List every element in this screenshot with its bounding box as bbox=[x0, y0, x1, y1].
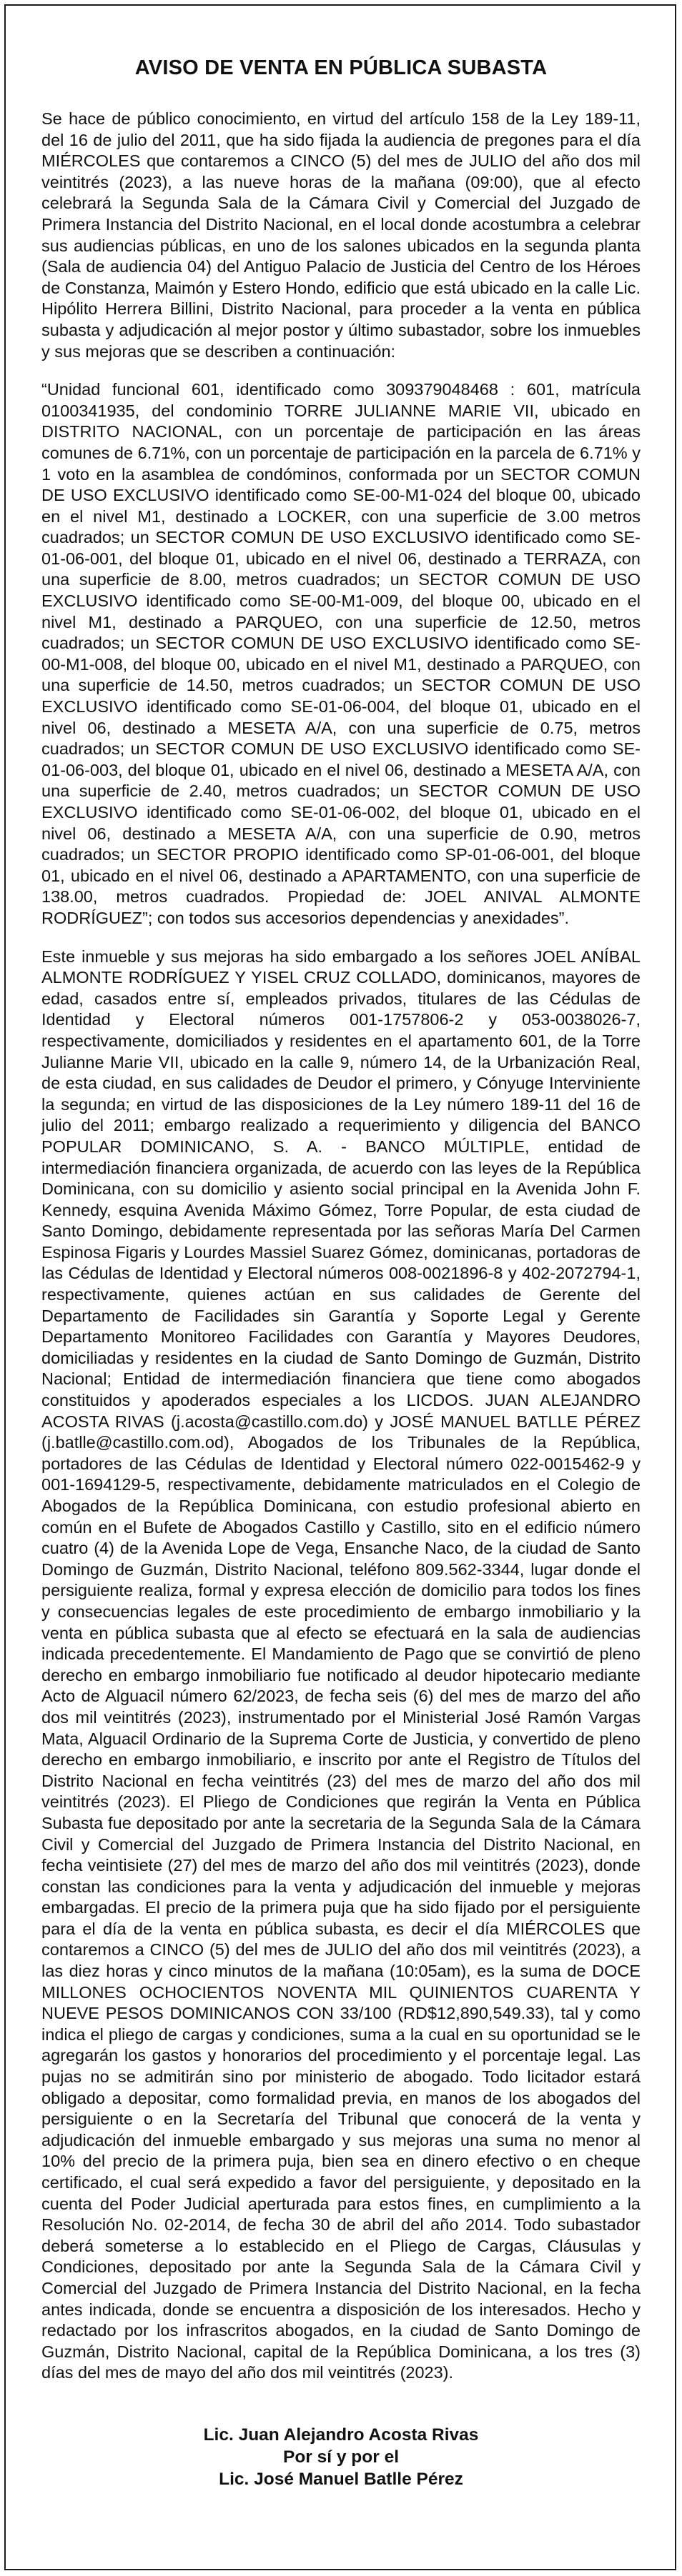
signature-line-primary-lawyer: Lic. Juan Alejandro Acosta Rivas bbox=[203, 2425, 479, 2445]
hearing-announcement-paragraph: Se hace de público conocimiento, en virtud del artículo 158 de la Ley 189-11, del 16 de julio del 2011, que ha sido fijada la audiencia de pregones para el día MIÉRCOLES que contaremos a CINCO (5) del mes de JULIO del año dos mil veintitrés (2023), a las nueve horas de la mañana (09:00), que al efecto celebrará la Segunda Sala de la Cámara Civil y Comercial del Juzgado de Primera Instancia del Distrito Nacional, en el local donde acostumbra a celebrar sus audiencias públicas, en uno de los salones ubicados en la segunda planta (Sala de audiencia 04) del Antiguo Palacio de Justicia del Centro de los Héroes de Constanza, Maimón y Estero Hondo, edificio que está ubicado en la calle Lic. Hipólito Herrera Billini, Distrito Nacional, para proceder a la venta en pública subasta y adjudicación al mejor postor y último subastador, sobre los inmuebles y sus mejoras que se describen a continuación: bbox=[41, 109, 641, 361]
signature-line-secondary-lawyer: Lic. José Manuel Batlle Pérez bbox=[219, 2469, 463, 2489]
signature-line-on-behalf: Por sí y por el bbox=[282, 2447, 400, 2467]
notice-body bbox=[41, 56, 641, 2490]
seizure-details-paragraph: Este inmueble y sus mejoras ha sido embargado a los señores JOEL ANÍBAL ALMONTE RODRÍGUEZ Y YISEL CRUZ COLLADO, dominicanos, mayores de edad, casados entre sí, empleados privados, titulares de las Cédulas de Identidad y Electoral números 001-1757806-2 y 053-0038026-7, respectivamente, domiciliados y residentes en el apartamento 601, de la Torre Julianne Marie VII, ubicado en la calle 9, número 14, de la Urbanización Real, de esta ciudad, en sus calidades de Deudor el primero, y Cónyuge Interviniente la segunda; en virtud de las disposiciones de la Ley número 189-11 del 16 de julio del 2011; embargo realizado a requerimiento y diligencia del BANCO POPULAR DOMINICANO, S. A. - BANCO MÚLTIPLE, entidad de intermediación financiera organizada, de acuerdo con las leyes de la República Dominicana, con su domicilio y asiento social principal en la Avenida John F. Kennedy, esquina Avenida Máximo Gómez, Torre Popular, de esta ciudad de Santo Domingo, debidamente representada por las señoras María Del Carmen Espinosa Figaris y Lourdes Massiel Suarez Gómez, dominicanas, portadoras de las Cédulas de Identidad y Electoral números 008-0021896-8 y 402-2072794-1, respectivamente, quienes actúan en sus calidades de Gerente del Departamento de Facilidades sin Garantía y Soporte Legal y Gerente Departamento Monitoreo Facilidades con Garantía y Mayores Deudores, domiciliadas y residentes en la ciudad de Santo Domingo de Guzmán, Distrito Nacional; Entidad de intermediación financiera que tiene como abogados constituidos y apoderados especiales a los LICDOS. JUAN ALEJANDRO ACOSTA RIVAS (j.acosta@castillo.com.do) y JOSÉ MANUEL BATLLE PÉREZ (j.batlle@castillo.com.od), Abogados de los Tribunales de la República, portadores de las Cédulas de Identidad y Electoral número 022-0015462-9 y 001-1694129-5, respectivamente, debidamente matriculados en el Colegio de Abogados de la República Dominicana, con estudio profesional abierto en común en el Bufete de Abogados Castillo y Castillo, sito en el edificio número cuatro (4) de la Avenida Lope de Vega, Ensanche Naco, de la ciudad de Santo Domingo de Guzmán, Distrito Nacional, teléfono 809.562-3344, lugar donde el persiguiente realiza, formal y expresa elección de domicilio para todos los fines y consecuencias legales de este procedimiento de embargo inmobiliario y la venta en pública subasta que al efecto se efectuará en la sala de audiencias indicada precedentemente. El Mandamiento de Pago que se convirtió de pleno derecho en embargo inmobiliario fue notificado al deudor hipotecario mediante Acto de Alguacil número 62/2023, de fecha seis (6) del mes de marzo del año dos mil veintitrés (2023), instrumentado por el Ministerial José Ramón Vargas Mata, Alguacil Ordinario de la Suprema Corte de Justicia, y convertido de pleno derecho en embargo inmobiliario, e inscrito por ante el Registro de Títulos del Distrito Nacional en fecha veintitrés (23) del mes de marzo del año dos mil veintitrés (2023). El Pliego de Condiciones que regirán la Venta en Pública Subasta fue depositado por ante la secretaria de la Segunda Sala de la Cámara Civil y Comercial del Juzgado de Primera Instancia del Distrito Nacional, en fecha veintisiete (27) del mes de marzo del año dos mil veintitrés (2023), donde constan las condiciones para la venta y adjudicación del inmueble y mejoras embargadas. El precio de la primera puja que ha sido fijado por el persiguiente para el día de la venta en pública subasta, es decir el día MIÉRCOLES que contaremos a CINCO (5) del mes de JULIO del año dos mil veintitrés (2023), a las diez horas y cinco minutos de la mañana (10:05am), es la suma de DOCE MILLONES OCHOCIENTOS NOVENTA MIL QUINIENTOS CUARENTA Y NUEVE PESOS DOMINICANOS CON 33/100 (RD$12,890,549.33), tal y como indica el pliego de cargas y condiciones, suma a la cual en su oportunidad se le agregarán los gastos y honorarios del procedimiento y el porcentaje legal. Las pujas no se admitirán sino por ministerio de abogado. Todo licitador estará obligado a depositar, como formalidad previa, en manos de los abogados del persiguiente o en la Secretaría del Tribunal que conocerá de la venta y adjudicación del inmueble embargado y sus mejoras una suma no menor al 10% del precio de la primera puja, bien sea en dinero efectivo o en cheque certificado, el cual será expedido a favor del persiguiente, y depositado en la cuenta del Poder Judicial aperturada para estos fines, en cumplimiento a la Resolución No. 02-2014, de fecha 30 de abril del año 2014. Todo subastador deberá someterse a lo establecido en el Pliego de Cargas, Cláusulas y Condiciones, depositado por ante la Segunda Sala de la Cámara Civil y Comercial del Juzgado de Primera Instancia del Distrito Nacional, en la fecha antes indicada, donde se encuentra a disposición de los interesados. Hecho y redactado por los infrascritos abogados, en la ciudad de Santo Domingo de Guzmán, Distrito Nacional, capital de la República Dominicana, a los tres (3) días del mes de mayo del año dos mil veintitrés (2023). bbox=[41, 947, 641, 2382]
notice-title: AVISO DE VENTA EN PÚBLICA SUBASTA bbox=[134, 56, 548, 79]
signature-block bbox=[41, 2424, 641, 2490]
property-description-paragraph: “Unidad funcional 601, identificado como 309379048468 : 601, matrícula 0100341935, del condominio TORRE JULIANNE MARIE VII, ubicado en DISTRITO NACIONAL, con un porcentaje de participación en las áreas comunes de 6.71%, con un porcentaje de participación en la parcela de 6.71% y 1 voto en la asamblea de condóminos, conformada por un SECTOR COMUN DE USO EXCLUSIVO identificado como SE-00-M1-024 del bloque 00, ubicado en el nivel M1, destinado a LOCKER, con una superficie de 3.00 metros cuadrados; un SECTOR COMUN DE USO EXCLUSIVO identificado como SE-01-06-001, del bloque 01, ubicado en el nivel 06, destinado a TERRAZA, con una superficie de 8.00, metros cuadrados; un SECTOR COMUN DE USO EXCLUSIVO identificado como SE-00-M1-009, del bloque 00, ubicado en el nivel M1, destinado a PARQUEO, con una superficie de 12.50, metros cuadrados; un SECTOR COMUN DE USO EXCLUSIVO identificado como SE-00-M1-008, del bloque 00, ubicado en el nivel M1, destinado a PARQUEO, con una superficie de 14.50, metros cuadrados; un SECTOR COMUN DE USO EXCLUSIVO identificado como SE-01-06-004, del bloque 01, ubicado en el nivel 06, destinado a MESETA A/A, con una superficie de 0.75, metros cuadrados; un SECTOR COMUN DE USO EXCLUSIVO identificado como SE-01-06-003, del bloque 01, ubicado en el nivel 06, destinado a MESETA A/A, con una superficie de 2.40, metros cuadrados; un SECTOR COMUN DE USO EXCLUSIVO identificado como SE-01-06-002, del bloque 01, ubicado en el nivel 06, destinado a MESETA A/A, con una superficie de 0.90, metros cuadrados; un SECTOR PROPIO identificado como SP-01-06-001, del bloque 01, ubicado en el nivel 06, destinado a APARTAMENTO, con una superficie de 138.00, metros cuadrados. Propiedad de: JOEL ANIVAL ALMONTE RODRÍGUEZ”; con todos sus accesorios dependencias y anexidades”. bbox=[41, 380, 641, 927]
